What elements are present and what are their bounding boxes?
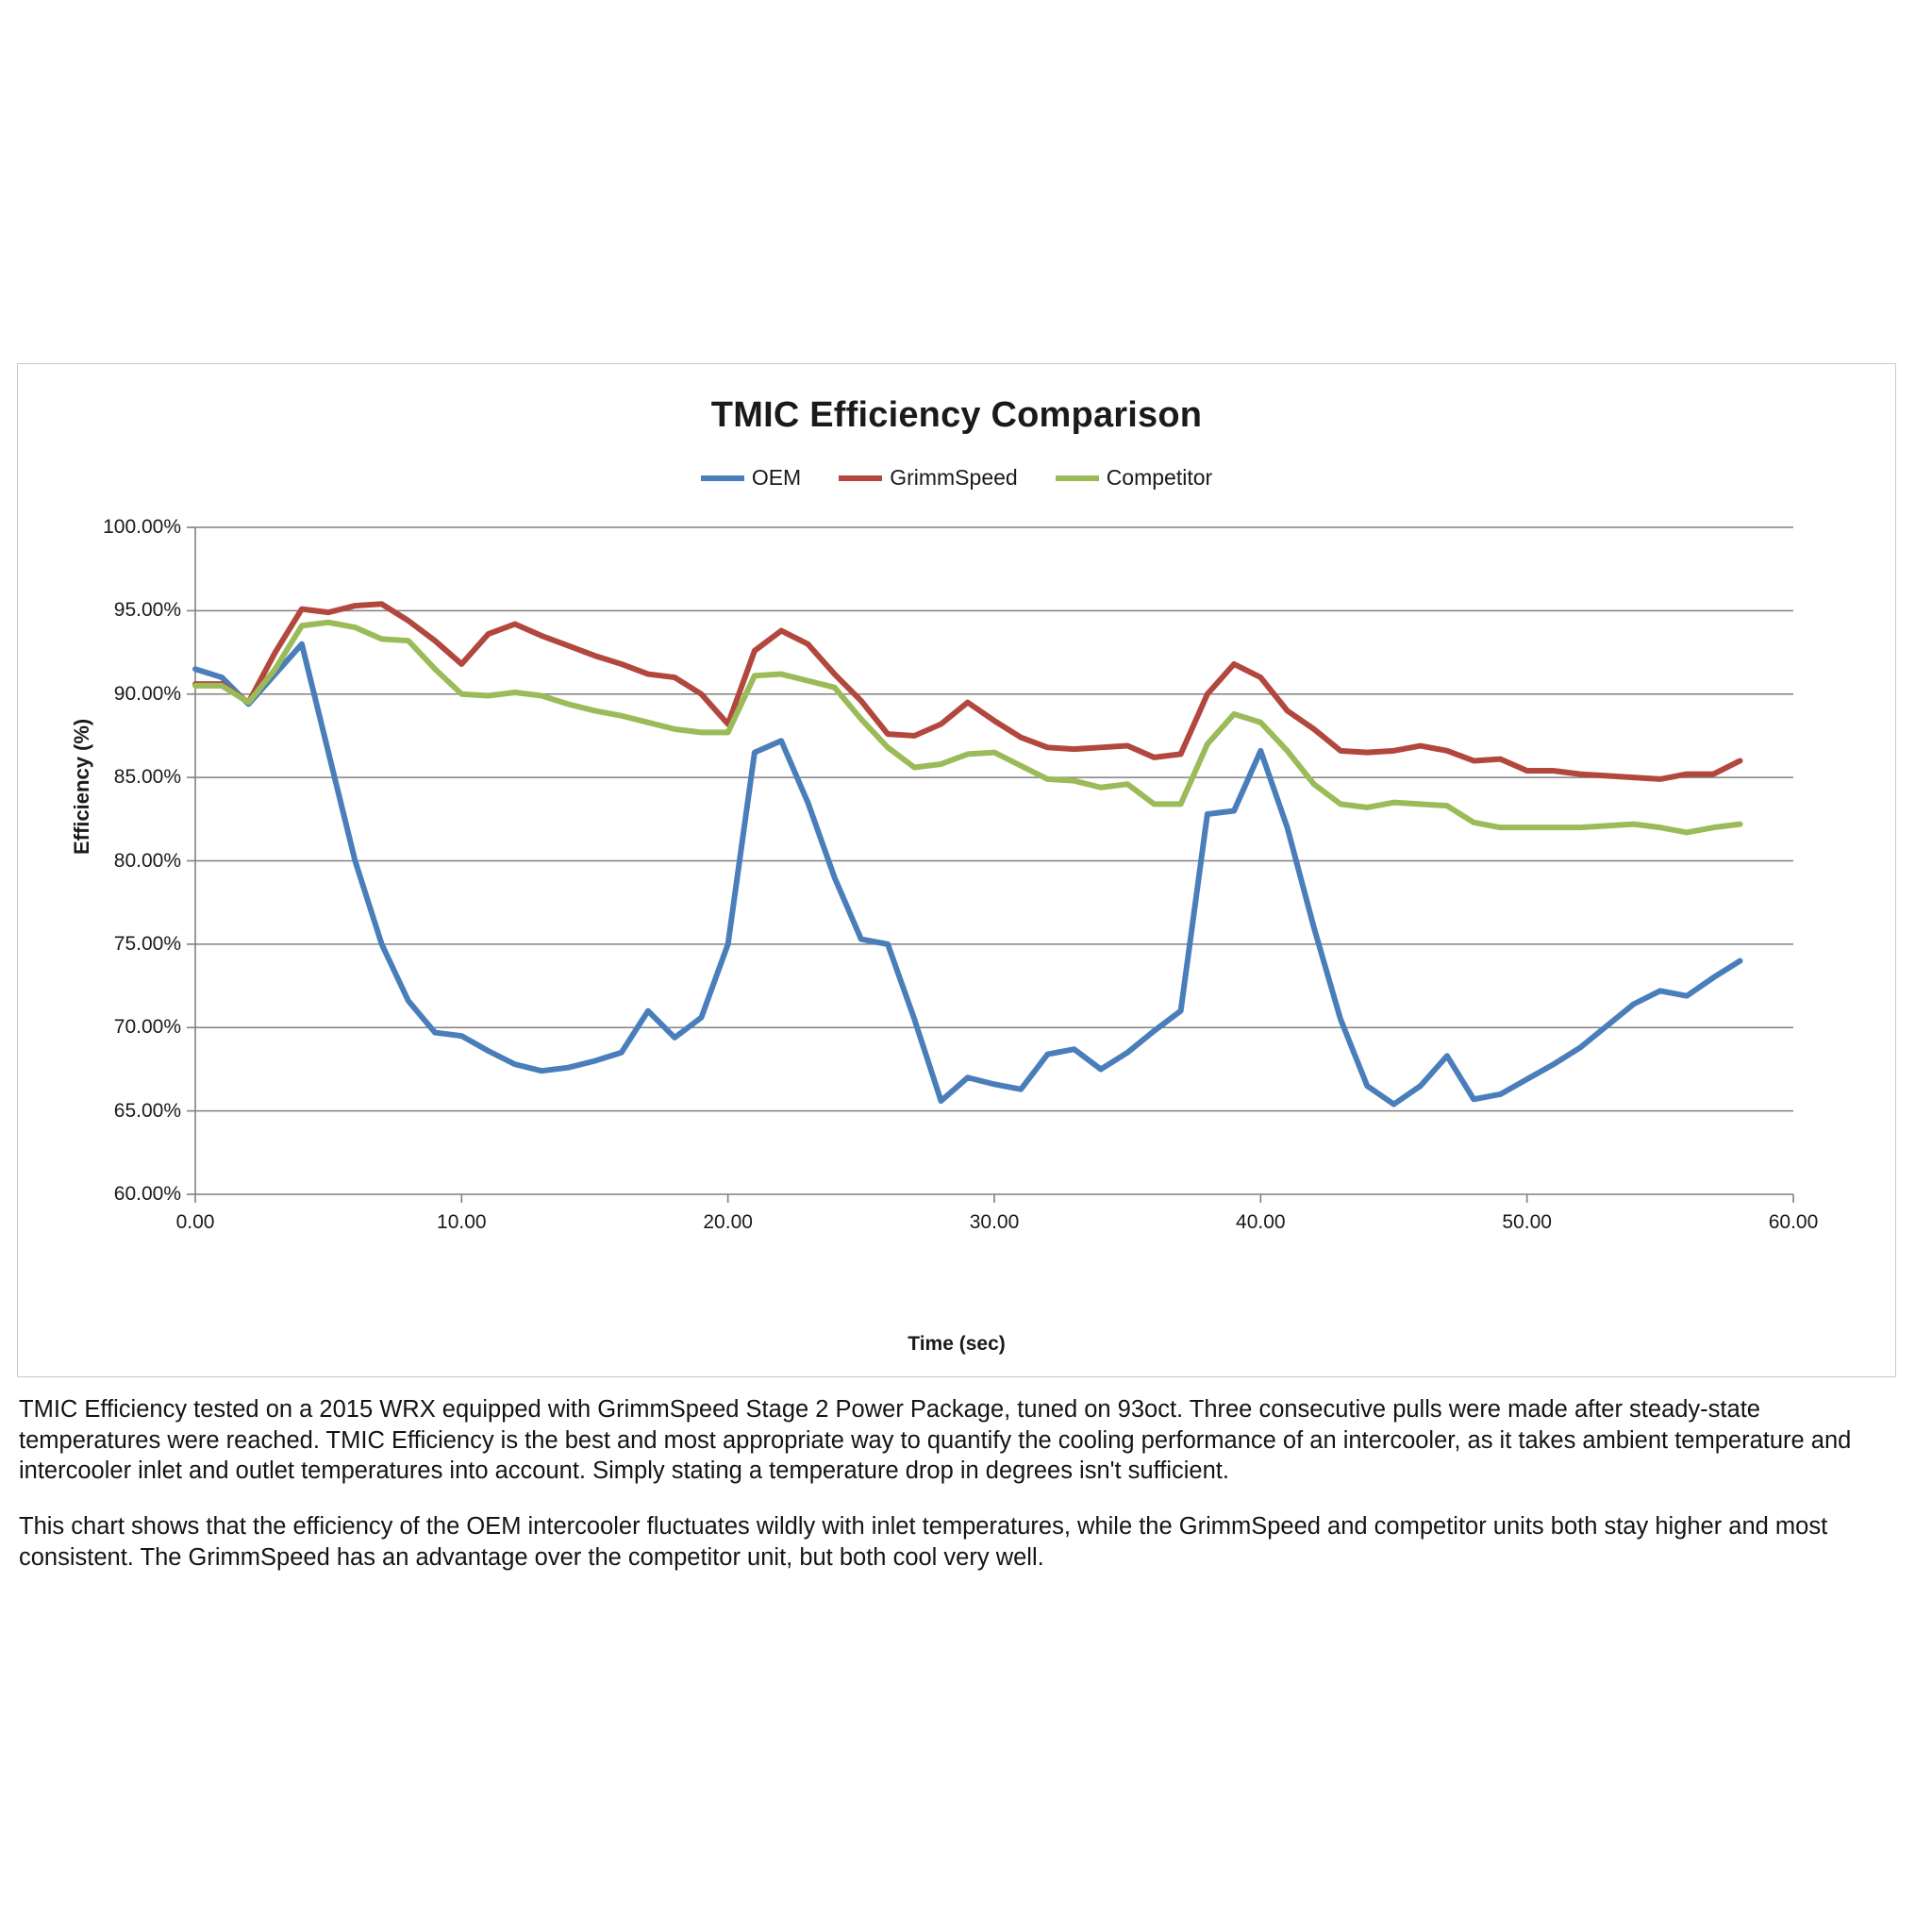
y-axis-tick-label: 65.00%: [113, 1099, 181, 1122]
caption-paragraph-2: This chart shows that the efficiency of the OEM intercooler fluctuates wildly with inlet temperatures, while the GrimmSpeed and competitor units both stay higher and most consistent. The GrimmSpeed has an advantage over the competitor unit, but both cool very well.: [19, 1512, 1828, 1571]
x-axis-tick-label: 20.00: [703, 1211, 753, 1233]
x-axis-tick-label: 40.00: [1236, 1211, 1286, 1233]
x-axis-tick-label: 0.00: [175, 1211, 215, 1233]
y-axis-tick-label: 90.00%: [113, 682, 181, 705]
y-axis-title: Efficiency (%): [70, 718, 93, 855]
y-axis-tick-label: 100.00%: [103, 516, 181, 538]
series-line-competitor: [195, 623, 1740, 833]
y-axis-tick-label: 95.00%: [113, 599, 181, 622]
legend-label: OEM: [751, 465, 802, 490]
x-axis-title: Time (sec): [908, 1333, 1006, 1355]
caption-block: [19, 1394, 1891, 1573]
y-axis-tick-label: 70.00%: [113, 1016, 181, 1039]
series-line-oem: [195, 644, 1740, 1105]
x-axis-tick-label: 30.00: [969, 1211, 1020, 1233]
x-axis-tick-label: 60.00: [1768, 1211, 1819, 1233]
chart-title: TMIC Efficiency Comparison: [710, 395, 1203, 435]
x-axis-tick-label: 10.00: [437, 1211, 487, 1233]
plot-area: [18, 364, 1895, 1376]
y-axis-tick-label: 75.00%: [113, 932, 181, 955]
y-axis-tick-label: 85.00%: [113, 766, 181, 789]
caption-paragraph-1: TMIC Efficiency tested on a 2015 WRX equipped with GrimmSpeed Stage 2 Power Package, tuned on 93oct. Three consecutive pulls were made after steady-state temperatures were reached. TMIC Efficiency is the best and most appropriate way to quantify the cooling performance of an intercooler, as it takes ambient temperature and intercooler inlet and outlet temperatures into account. Simply stating a temperature drop in degrees isn't sufficient.: [19, 1396, 1852, 1485]
chart-plot-svg: [18, 364, 1895, 1376]
chart-card: [17, 363, 1896, 1377]
legend-label: GrimmSpeed: [890, 465, 1018, 490]
x-axis-tick-label: 50.00: [1502, 1211, 1552, 1233]
legend-label: Competitor: [1106, 465, 1213, 490]
y-axis-tick-label: 80.00%: [113, 849, 181, 872]
y-axis-tick-label: 60.00%: [113, 1183, 181, 1205]
